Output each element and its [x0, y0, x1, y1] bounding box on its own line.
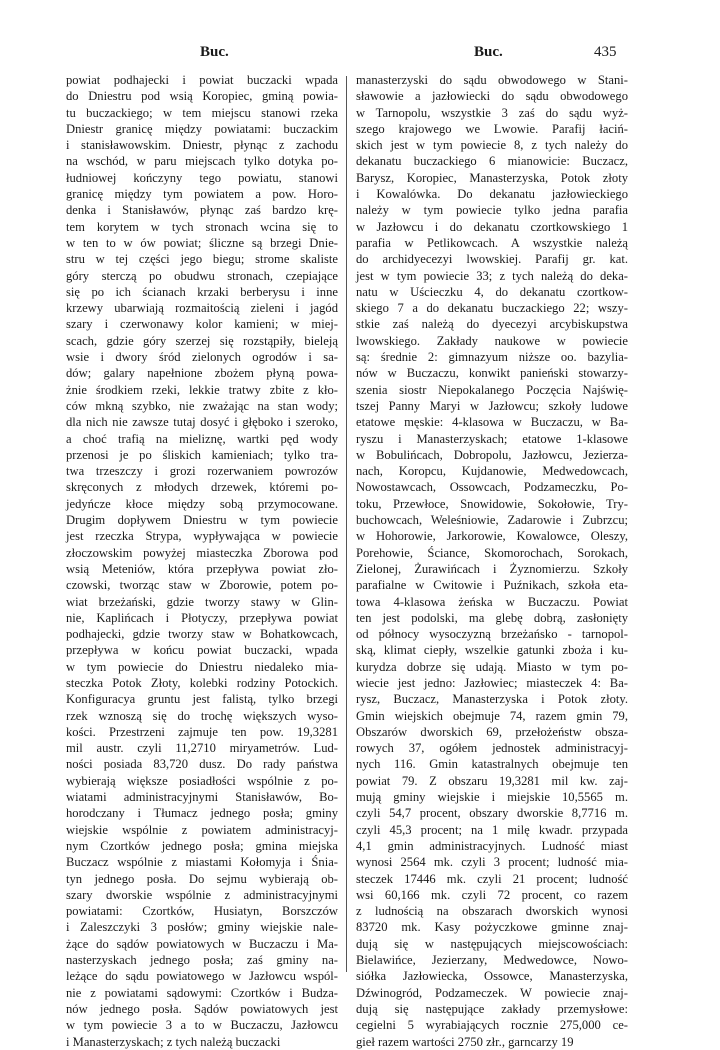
text-line: ców mkną szybko, nie zważając na stan wody; — [66, 398, 338, 413]
text-line: skiego 7 a do dekanatu buczackiego 22; wszy- — [356, 301, 628, 316]
text-line: stru w tej części jego biegu; strome skaliste — [66, 252, 338, 267]
text-line: manasterzyski do sądu obwodowego w Stani- — [356, 73, 628, 87]
text-line: powiatami: Czortków, Husiatyn, Borszczów — [66, 904, 338, 919]
text-line: dują się w następujących miejscowościach: — [356, 936, 628, 951]
text-line: mil austr. czyli 11,2710 miryametrów. Lud- — [66, 741, 338, 756]
text-line: się po ich ścianach krzaki berberysu i inne — [66, 284, 338, 299]
text-line: stkie zaś należą do dyecezyi arcybiskupstwa — [356, 317, 628, 332]
text-line: buchowcach, Weleśniowie, Zadarowie i Zubrzcu; — [356, 513, 628, 528]
text-line: nów w Buczaczu, konwikt panieński stowarzy- — [356, 366, 628, 381]
text-line: żące do sądów powiatowych w Buczaczu i Ma- — [66, 936, 338, 951]
text-line: nasterzyskach jednego posła; zaś gminy na- — [66, 953, 338, 968]
text-line: Drugim dopływem Dniestru w tym powiecie — [66, 513, 338, 528]
text-line: wiejskie wspólnie z powiatem administracyj- — [66, 822, 338, 837]
text-line: przepływa w końcu powiat buczacki, wpada — [66, 643, 338, 658]
text-line: żnie środkiem rzeki, lekkie tratwy zbite z kło- — [66, 382, 338, 397]
text-line: cegielni 5 wyrabiających rocznie 275,000 ce- — [356, 1018, 628, 1033]
text-line: powiat podhajecki i powiat buczacki wpada — [66, 73, 338, 87]
text-line: Dniestr granicę między powiatami: buczackim — [66, 121, 338, 136]
header-center-title: Buc. — [474, 44, 503, 60]
header-left-title: Buc. — [200, 44, 229, 60]
text-line: scach, gdzie góry szerzej się rozstąpiły, bieleją — [66, 333, 338, 348]
text-line: 4,1 gmin administracyjnych. Ludność miast — [356, 838, 628, 853]
text-line: jest rzeczka Strypa, wypływająca w powiecie — [66, 529, 338, 544]
text-line: natu w Uścieczku 4, do dekanatu czortkow- — [356, 284, 628, 299]
text-line: kurydza dobrze się udają. Miasto w tym po- — [356, 659, 628, 674]
running-header — [0, 44, 720, 68]
text-line: gieł razem wartości 2750 złr., garncarzy 19 — [356, 1034, 574, 1049]
left-text-column — [66, 72, 338, 1049]
text-line: horodczany i Tłumacz jednego posła; gminy — [66, 806, 338, 821]
text-line: czyli 45,3 procent; na 1 milę kwadr. przypada — [356, 822, 628, 837]
text-line: nie z powiatami sądowymi: Czortków i Budza- — [66, 985, 338, 1000]
text-line: nie, Kaplińcach i Płotyczy, przepływa powiat — [66, 610, 338, 625]
text-line: szary i czerwonawy kolor kamieni; w miej- — [66, 317, 338, 332]
text-line: steczka Potok Złoty, kolebki rodziny Potockich. — [66, 675, 338, 690]
text-line: skich jest w tym powiecie 8, z tych należy do — [356, 138, 628, 153]
text-line: Bielawińce, Jezierzany, Medwedowce, Nowo- — [356, 953, 628, 968]
text-line: w ten to w ów powiat; śliczne są brzegi Dnie- — [66, 235, 338, 250]
text-line: granicę między tym powiatem a pow. Horo- — [66, 187, 338, 202]
text-line: krzewy ubarwiają rozmaitością zieleni i jagód — [66, 301, 338, 316]
text-line: steczek 17446 mk. czyli 21 procent; ludność — [356, 871, 628, 886]
text-line: jedyńcze kłoce między sobą przymocowane. — [66, 496, 338, 511]
text-line: kości. Przestrzeni zajmuje ten pow. 19,3281 — [66, 724, 338, 739]
text-line: toku, Przewłoce, Snowidowie, Sokołowie, Try- — [356, 496, 628, 511]
text-line: czyli 54,7 procent, obszary dworskie 8,7716 m. — [356, 806, 628, 821]
text-line: towa 4-klasowa żeńska w Buczaczu. Powiat — [356, 594, 628, 609]
text-line: sławowie a jazłowiecki do sądu obwodowego — [356, 89, 628, 104]
text-line: dują się następujące zakłady przemysłowe: — [356, 1001, 628, 1016]
text-line: ten jest podolski, ma glebę dobrą, zasłonięty — [356, 610, 628, 625]
text-line: denka i Stanisławów, płynąc zaś bardzo krę- — [66, 203, 338, 218]
text-line: skręconych z młodych drzewek, któremi po- — [66, 480, 338, 495]
text-line: i Manasterzyskach; z tych należą buczacki — [66, 1034, 281, 1049]
text-line: ryszu i Manasterzyskach; etatowe 1-klasowe — [356, 431, 628, 446]
text-line: tem korytem w tych stronach wcina się to — [66, 219, 338, 234]
text-line: wynosi 2564 mk. czyli 3 procent; ludność mia- — [356, 855, 628, 870]
text-line: Konfiguracya gruntu jest falistą, tylko brzegi — [66, 692, 338, 707]
text-line: góry sterczą po obudwu stronach, czepiające — [66, 268, 338, 283]
text-line: w tym powiecie do Dniestru niedaleko mia- — [66, 659, 338, 674]
text-line: w tym powiecie 3 a to w Buczaczu, Jazłowcu — [66, 1018, 338, 1033]
text-line: złoczowskim powyżej miasteczka Zborowa pod — [66, 545, 338, 560]
text-line: ności posiada 83,720 dusz. Do rady państwa — [66, 757, 338, 772]
text-line: od północy wysoczyzną brzeżańsko - tarnopol- — [356, 627, 628, 642]
text-line: podhajecki, gdzie tworzy staw w Bohatkowcach, — [66, 627, 338, 642]
text-line: w Bobulińcach, Dobropolu, Jazłowcu, Jezierza- — [356, 447, 628, 462]
text-line: w Hohorowie, Jarkorowie, Kowalowce, Oleszy, — [356, 529, 628, 544]
text-line: Nowostawcach, Ossowcach, Podzameczku, Po- — [356, 480, 628, 495]
text-line: nów jednego posła. Sądów powiatowych jest — [66, 1001, 338, 1016]
text-line: parafialne w Cwitowie i Puźnikach, szkoła eta- — [356, 578, 628, 593]
text-line: powiat 79. Z obszaru 19,3281 mil kw. zaj- — [356, 773, 628, 788]
text-line: z ludnością na obszarach dworskich wynosi — [356, 904, 628, 919]
text-line: nych 116. Gmin katastralnych obejmuje ten — [356, 757, 628, 772]
text-line: należy w tym powiecie tylko jedna parafia — [356, 203, 628, 218]
text-line: i Kowalówka. Do dekanatu jazłowieckiego — [356, 187, 628, 202]
text-line: wybierają większe posiadłości wspólnie z po- — [66, 773, 338, 788]
text-line: parafia w Petlikowcach. A wszystkie należą — [356, 235, 628, 250]
text-line: szenia siostr Niepokalanego Poczęcia Najświę- — [356, 382, 628, 397]
text-line: wsią Meteniów, która przepływa powiat zło- — [66, 561, 338, 576]
text-line: tu buczackiego; w tem miejscu stanowi rzeka — [66, 105, 338, 120]
text-line: nach, Koropcu, Kujdanowie, Medwedowcach, — [356, 464, 628, 479]
text-line: w Jazłowcu i do dekanatu czortkowskiego 1 — [356, 219, 628, 234]
text-line: w Tarnopolu, wszystkie 3 zaś do sądu wyż- — [356, 105, 628, 120]
text-line: dekanatu buczackiego 6 mianowicie: Buczacz, — [356, 154, 628, 169]
text-line: tyn jednego posła. Do sejmu wybierają ob- — [66, 871, 338, 886]
page-number: 435 — [594, 44, 617, 60]
text-line: czowski, tworząc staw w Zborowie, potem po- — [66, 578, 338, 593]
text-line: i Zaleszczyki 3 posłów; gminy wiejskie nale- — [66, 920, 338, 935]
text-line: przenosi je po śliskich kamieniach; tylko tra- — [66, 447, 338, 462]
text-line: na wschód, w paru miejscach tylko dotyka po- — [66, 154, 338, 169]
text-line: rzek wznoszą się do trochę większych wyso- — [66, 708, 338, 723]
text-line: wiatami administracyjnymi Stanisławów, Bo- — [66, 790, 338, 805]
text-line: lwowskiego. Zakłady naukowe w powiecie — [356, 333, 628, 348]
text-line: Barysz, Koropiec, Manasterzyska, Potok złoty — [356, 170, 628, 185]
text-line: siółka Jazłowiecka, Ossowce, Manasterzyska, — [356, 969, 628, 984]
text-line: rysz, Buczacz, Manasterzyska i Potok złoty. — [356, 692, 628, 707]
text-line: Buczacz wspólnie z miastami Kołomyja i Śnia- — [66, 855, 338, 870]
text-line: jest w tym powiecie 33; z tych należą do deka- — [356, 268, 628, 283]
text-line: Dźwinogród, Podzameczek. W powiecie znaj- — [356, 985, 628, 1000]
text-line: szary dworskie wspólnie z administracyjnymi — [66, 887, 338, 902]
right-text-column — [356, 72, 628, 1049]
text-line: dów; galary napełnione zbożem płyną powa- — [66, 366, 338, 381]
text-line: wiat brzeżański, gdzie tworzy stawy w Glin- — [66, 594, 338, 609]
text-line: etatowe męskie: 4-klasowa w Buczaczu, w Ba- — [356, 415, 628, 430]
text-line: rowych 37, ogółem jednostek administracyj- — [356, 741, 628, 756]
text-line: są: średnie 2: gimnazyum niższe oo. bazylia- — [356, 350, 628, 365]
text-line: wiecie jest jedno: Jazłowiec; miasteczek 4: Ba- — [356, 675, 628, 690]
text-line: Porehowie, Ściance, Skomorochach, Sorokach, — [356, 545, 628, 560]
text-line: do Dniestru pod wsią Koropiec, gminą powia- — [66, 89, 338, 104]
text-line: Obszarów dworskich 69, przełożeństw obsza- — [356, 724, 628, 739]
text-line: 83720 mk. Kasy pożyczkowe gminne znaj- — [356, 920, 628, 935]
text-line: twa trzeszczy i grozi rozerwaniem powrozów — [66, 464, 338, 479]
text-line: leżące do sądu powiatowego w Jazłowcu wspól- — [66, 969, 338, 984]
text-line: mują gminy wiejskie i miejskie 10,5565 m. — [356, 790, 628, 805]
text-line: tszej Panny Maryi w Jazłowcu; szkoły ludowe — [356, 398, 628, 413]
text-line: Gmin wiejskich obejmuje 74, razem gmin 79, — [356, 708, 628, 723]
text-line: nym Czortków jednego posła; gmina miejska — [66, 838, 338, 853]
text-line: łudniowej kończyny tego powiatu, stanowi — [66, 170, 338, 185]
text-line: szego krajowego we Lwowie. Parafij łaciń- — [356, 121, 628, 136]
text-line: dla nich nie zawsze tutaj dosyć i głęboko i szeroko, — [66, 415, 338, 430]
text-line: wsi 60,166 mk. czyli 72 procent, co razem — [356, 887, 628, 902]
text-line: wsie i dwory śród zielonych ogrodów i sa- — [66, 350, 338, 365]
text-line: Zielonej, Żurawińcach i Żyznomierzu. Szkoły — [356, 561, 628, 576]
column-divider — [346, 76, 347, 972]
text-line: ską, klimat ciepły, wszelkie gatunki zboża i ku- — [356, 643, 628, 658]
text-line: do archidyecezyi lwowskiej. Parafij gr. kat. — [356, 252, 628, 267]
text-line: a choć trafią na mieliznę, wartki pęd wody — [66, 431, 338, 446]
text-line: i stanisławowskim. Dniestr, płynąc z zachodu — [66, 138, 338, 153]
